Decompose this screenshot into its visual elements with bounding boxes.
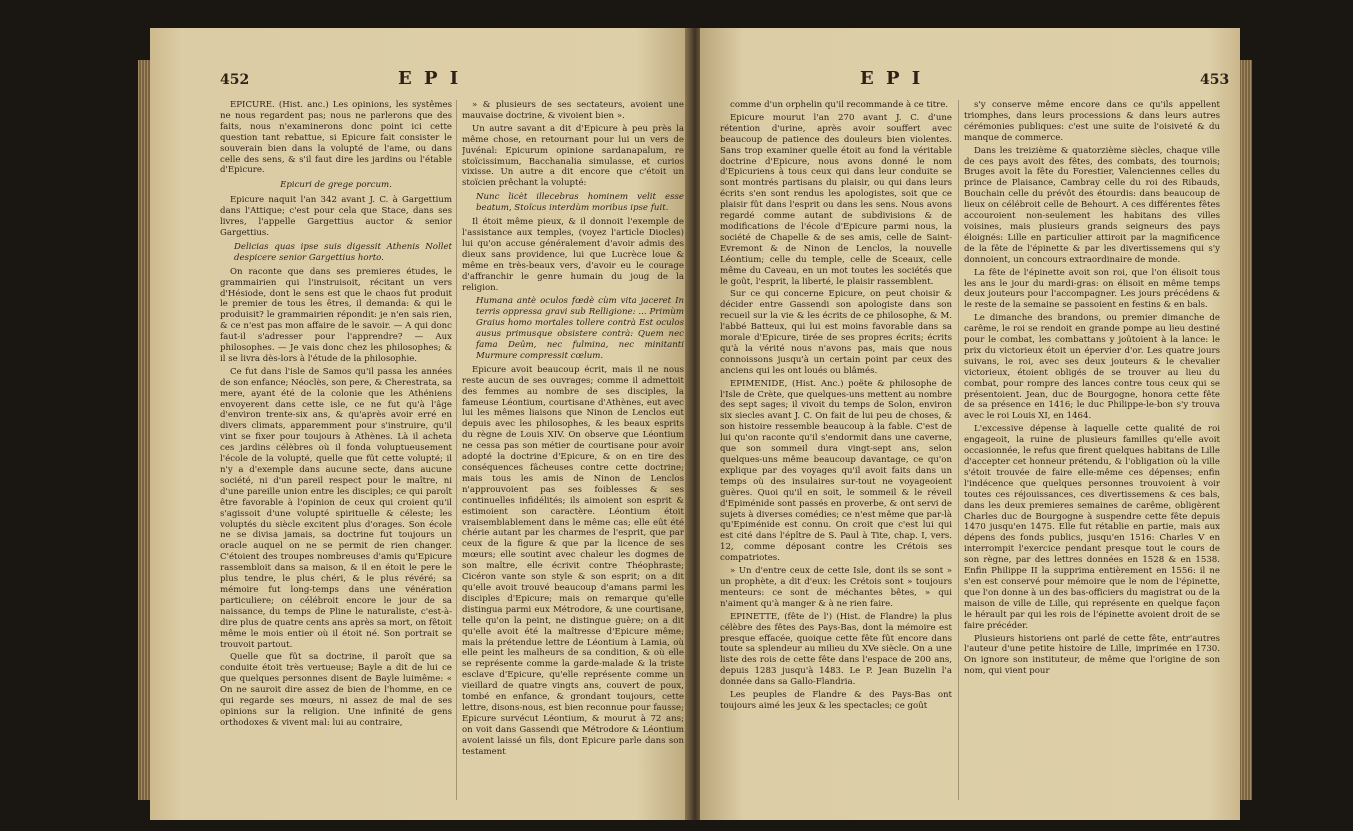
paragraph: Sur ce qui concerne Epicure, on peut choisir & décider entre Gassendi son apologiste dans son recueil sur la vie & les écrits de ce philosophe, & M. l'abbé Batteux, qui lui est moins favorable dans sa morale d'Epicure, tirée de ses propres écrits; écrits qu'à la vérité nous n'avons pas, mais que nous connoissons jusqu'à un certain point par ceux des anciens qui les ont loués ou blâmés.: [720, 289, 952, 376]
latin-verse: Humana antè oculos fœdè cùm vita jaceret In terris oppressa gravi sub Relligione: ... Primùm Graius homo mortales tollere contrà Est oculos ausus primusque obsistere contrà: Quem nec fama Deûm, nec fulmina, nec minitanti Murmure compressit cœlum.: [476, 296, 684, 361]
paragraph: Un autre savant a dit d'Epicure à peu près la même chose, en retournant pour lui un vers de Juvénal: Epicurum opinione sardanapalum, re stoïcissimum, Bacchanalia simulasse, et curios vixisse. Un autre a dit encore que c'étoit un stoïcien prêchant la volupté:: [462, 123, 684, 189]
column-rule: [958, 100, 959, 800]
paragraph: Epicure naquit l'an 342 avant J. C. à Gargettium dans l'Attique; c'est pour cela que Stace, dans ses livres, l'appelle Gargettius auctor & senior Gargettius.: [220, 195, 452, 238]
paragraph: » & plusieurs de ses sectateurs, avoient une mauvaise doctrine, & vivoient bien ».: [462, 100, 684, 121]
paragraph: Plusieurs historiens ont parlé de cette fête, entr'autres l'auteur d'une petite histoire de Lille, imprimée en 1730. On ignore son instituteur, de même que l'origine de son nom, qui vient pour: [964, 633, 1220, 677]
paragraph: comme d'un orphelin qu'il recommande à ce titre.: [730, 100, 949, 110]
paragraph: Dans les treizième & quatorzième siècles, chaque ville de ces pays avoit des fêtes, des combats, des tournois; Bruges avoit la fête du Forestier, Valenciennes celles du prince de Plaisance, Cambray celle du roi des Ribauds, Bouchain celle du prévôt des étourdis: dans beaucoup de lieux on célébroit celle de Behourt. A ces différentes fêtes accouroient non-seulement les habitans des villes voisines, mais plusieurs grands seigneurs des pays éloignés: Lille en particulier attiroit par la magnificence de la fête de l'épinette & par les divertissemens qui s'y donnoient, un concours extraordinaire de monde.: [964, 145, 1220, 265]
paragraph: Quelle que fût sa doctrine, il paroît que sa conduite étoit très vertueuse; Bayle a dit de lui ce que quelques personnes disent de Bayle luimême: « On ne sauroit dire assez de bien de l'homme, en ce qui regarde ses mœurs, ni assez de mal de ses opinions sur la religion. Une infinité de gens orthodoxes & vivent mal: lui au contraire,: [220, 652, 452, 728]
right-running-head: E P I: [860, 68, 924, 89]
paragraph: EPIMENIDE, (Hist. Anc.) poëte & philosophe de l'Isle de Crète, que quelques-uns mettent au nombre des sept sages; il vivoit du temps de Solon, environ six siecles avant J. C. On fait de lui peu de choses, & son histoire ressemble beaucoup à la fable. C'est de lui qu'on raconte qu'il s'endormit dans une caverne, que son sommeil dura vingt-sept ans, selon quelques-uns même beaucoup davantage, ce qu'on explique par des voyages qu'il avoit faits dans un temps où des insulaires sur-tout ne voyageoient guères. Quoi qu'il en soit, le sommeil & le réveil d'Epiménide sont passés en proverbe, & ont servi de sujets à diverses comédies; ce n'est même que par-là qu'Epiménide est connu. On croit que c'est lui qui est cité dans l'épître de S. Paul à Tite, chap. I, vers. 12, comme déposant contre les Crétois ses compatriotes.: [720, 378, 952, 564]
left-page-number: 452: [220, 72, 250, 88]
right-column-1: [720, 100, 952, 810]
paragraph: L'excessive dépense à laquelle cette qualité de roi engageoit, la ruine de plusieurs familles qu'elle avoit occasionnée, le refus que firent quelques habitans de Lille d'accepter cet honneur prétendu, & l'obligation où la ville s'étoit trouvée de faire elle-même ces dépenses; enfin l'indécence que quelques personnes trouvoient à voir toutes ces réjouissances, ces divertissemens & ces bals, dans les deux premieres semaines de carême, obligèrent Charles duc de Bourgogne à suspendre cette fête depuis 1470 jusqu'en 1475. Elle fut rétablie en partie, mais aux dépens des fonds publics, jusqu'en 1516: Charles V en interrompit l'exercice pendant presque tout le cours de son règne, par des lettres données en 1528 & en 1538. Enfin Philippe II la supprima entièrement en 1556: il ne s'en est conservé pour mémoire que le nom de l'épinette, que l'on donne à un des bas-officiers du magistrat ou de la maison de ville de Lille, qui représente en quelque façon le hérault par qui les rois de l'épinette avoient droit de se faire précéder.: [964, 424, 1220, 631]
paragraph: Le dimanche des brandons, ou premier dimanche de carême, le roi se rendoit en grande pompe au lieu destiné pour le combat, les combattans y joûtoient à la lance: le prix du victorieux étoit un épervier d'or. Les quatre jours suivans, le roi, avec ses deux jouteurs & le chevalier victorieux, étoient obligés de se trouver au lieu du combat, pour rompre des lances contre tous ceux qui se présentoient. Jean, duc de Bourgogne, honora cette fête de sa présence en 1416; le duc Philippe-le-bon s'y trouva avec le roi Louis XI, en 1464.: [964, 313, 1220, 422]
paragraph: Ce fut dans l'isle de Samos qu'il passa les années de son enfance; Néoclès, son pere, & Cherestrata, sa mere, ayant été de la colonie que les Athéniens envoyerent dans cette isle, ce ne fut qu'à l'âge d'environ trente-six ans, & qu'après avoir erré en divers climats, apparemment pour s'instruire, qu'il vint se fixer pour toujours à Athènes. Là il acheta ces jardins célèbres où il fonda voluptueusement l'école de la volupté, quelle que fût cette volupté; il n'y a d'exemple dans aucune secte, dans aucune société, ni d'un pareil respect pour le maître, ni d'une pareille union entre les disciples; ce qui paroît être favorable à l'opinion de ceux qui croient qu'il s'agissoit d'une volupté spirituelle & céleste; les voluptés du siècle excitent plus d'orages. Son école ne se divisa jamais, sa doctrine fut toujours un oracle auquel on ne se permit de rien changer. C'étoient des troupes nombreuses d'amis qu'Epicure rassembloit dans sa maison, & il en étoit le pere le plus tendre, le plus chéri, & le plus révéré; sa mémoire fut long-temps dans une vénération particuliere; on célébroit encore le jour de sa naissance, du temps de Pline le naturaliste, c'est-à-dire plus de quatre cents ans après sa mort, on fêtoit même le mois entier où il étoit né. Son portrait se trouvoit partout.: [220, 366, 452, 650]
open-book: [150, 28, 1240, 820]
left-page-header: [150, 68, 690, 94]
paragraph: Il étoit même pieux, & il donnoit l'exemple de l'assistance aux temples, (voyez l'article Diocles) lui qu'on accuse généralement d'avoir admis des dieux sans providence, lui que Lucrèce loue & même en très-beaux vers, d'avoir eu le courage d'affranchir le genre humain du joug de la religion.: [462, 217, 684, 293]
latin-quote: Epicuri de grege porcum.: [280, 180, 392, 191]
paragraph: » Un d'entre ceux de cette Isle, dont ils se sont » un prophète, a dit d'eux: les Crétois sont » toujours menteurs: ce sont de méchantes bêtes, » qui n'aiment qu'à manger & à ne rien faire.: [720, 566, 952, 609]
paragraph: EPINETTE, (fête de l') (Hist. de Flandre) la plus célèbre des fêtes des Pays-Bas, dont la mémoire est presque effacée, quoique cette fête fût encore dans toute sa splendeur au milieu du XVe siècle. On a une liste des rois de cette fête dans l'espace de 200 ans, depuis 1283 jusqu'à 1483. Le P. Jean Buzelin l'a donnée dans sa Gallo-Flandria.: [720, 611, 952, 688]
paragraph: s'y conserve même encore dans ce qu'ils appellent triomphes, dans leurs processions & dans leurs autres cérémonies publiques: c'est une suite de l'oisiveté & du manque de commerce.: [964, 100, 1220, 143]
right-column-2: [964, 100, 1220, 810]
right-page: [700, 28, 1240, 820]
latin-verse: Nunc licèt illecebras hominem velit esse beatum, Stoïcus interdùm moribus ipse fuit.: [476, 192, 684, 214]
paragraph: Epicure avoit beaucoup écrit, mais il ne nous reste aucun de ses ouvrages; comme il admettoit des femmes au nombre de ses disciples, la fameuse Léontium, courtisane d'Athènes, eut avec lui les mêmes liaisons que Ninon de Lenclos eut depuis avec les philosophes, & les beaux esprits du règne de Louis XIV. On observe que Léontium ne cessa pas son métier de courtisane pour avoir adopté la doctrine d'Epicure, & on en tire des conséquences fâcheuses contre cette doctrine; mais tous les amis de Ninon de Lenclos n'approuvoient pas ses foiblesses & ses continuelles infidélités; ils aimoient son esprit & estimoient son caractère. Léontium étoit vraisemblablement dans le même cas; elle eût été chérie autant par les charmes de l'esprit, que par ceux de la figure & que par la licence de ses mœurs; elle soutint avec chaleur les dogmes de son maître, elle écrivit contre Théophraste; Cicéron vante son style & son esprit; on a dit qu'elle avoit trouvé beaucoup d'amans parmi les disciples d'Epicure; mais on remarque qu'elle distingua parmi eux Métrodore, & une courtisane, telle qu'on la peint, ne distingue guère; on a dit qu'elle avoit été la maîtresse d'Epicure même; mais la prétendue lettre de Léontium à Lamia, où elle peint les malheurs de sa condition, & où elle se représente comme la garde-malade & la triste esclave d'Epicure, qu'elle représente comme un vieillard de quatre vingts ans, couvert de poux, tombé en enfance, & grondant toujours, cette lettre, disons-nous, est bien reconnue pour fausse; Epicure survécut Léontium, & mourut à 72 ans; on voit dans Gassendi que Métrodore & Léontium avoient laissé un fils, dont Epicure parle dans son testament: [462, 364, 684, 757]
book-edge-right: [1238, 60, 1252, 800]
right-page-header: [700, 68, 1240, 94]
right-page-number: 453: [1200, 72, 1230, 88]
latin-verse: Delicias quas ipse suis digessit Athenis Nollet despicere senior Gargettius horto.: [234, 241, 452, 263]
left-column-2: [462, 100, 684, 810]
paragraph: La fête de l'épinette avoit son roi, que l'on élisoit tous les ans le jour du mardi-gras: on élisoit en même temps deux jouteurs pour l'accompagner. Les jours précédens & le reste de la semaine se passoient en festins & en bals.: [964, 267, 1220, 311]
paragraph: Les peuples de Flandre & des Pays-Bas ont toujours aimé les jeux & les spectacles; ce goût: [720, 690, 952, 711]
paragraph: On raconte que dans ses premieres études, le grammairien qui l'instruisoit, récitant un vers d'Hésiode, dont le sens est que le chaos fut produit le premier de tous les êtres, il demanda: & qui le produisit? le grammairien répondit: je n'en sais rien, & ce n'est pas mon affaire de le savoir. — A qui donc faut-il s'adresser pour l'apprendre? — Aux philosophes. — Je vais donc chez les philosophes; & il se livra dès-lors à l'étude de la philosophie.: [220, 266, 452, 364]
column-rule: [456, 100, 457, 800]
left-running-head: E P I: [398, 68, 462, 89]
left-page: [150, 28, 690, 820]
paragraph: Epicure mourut l'an 270 avant J. C. d'une rétention d'urine, après avoir souffert avec beaucoup de patience des douleurs bien violentes. Sans trop examiner quelle étoit au fond la véritable doctrine d'Epicure, nous avons donné le nom d'Epicuriens à tous ceux qui dans leur conduite se sont montrés partisans du plaisir, ou qui dans leurs écrits s'en sont rendus les apologistes, soit que ce plaisir fût dans l'esprit ou dans les sens. Nous avons regardé comme autant de subdivisions & de modifications de l'école d'Epicure parmi nous, la société de Chapelle & de ses amis, celle de Saint-Evremont & de Ninon de Lenclos, la nouvelle Léontium; celle du temple, celle de Sceaux, celle même du Caveau, en un mot toutes les sociétés que le goût, l'esprit, la liberté, le plaisir rassemblent.: [720, 112, 952, 287]
paragraph: EPICURE. (Hist. anc.) Les opinions, les systêmes ne nous regardent pas; nous ne parlerons que des faits, nous n'examinerons donc point ici cette question tant rebattue, si Epicure fait consister le souverain bien dans la volupté de l'ame, ou dans celle des sens, & s'il faut dire les jardins ou l'étable d'Epicure.: [220, 100, 452, 176]
left-column-1: [220, 100, 452, 810]
